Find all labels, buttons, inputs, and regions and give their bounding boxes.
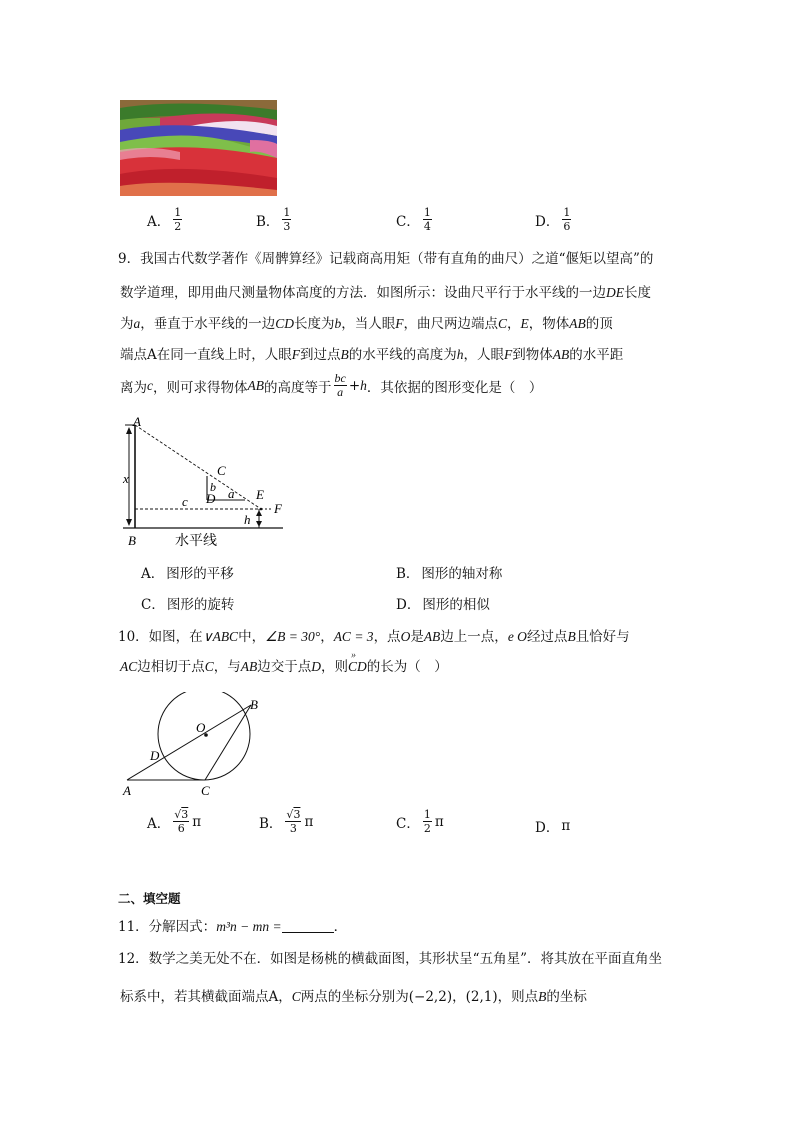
label-d: D bbox=[206, 491, 216, 506]
q8-option-b[interactable]: B． $\frac{1}{3}$ bbox=[256, 206, 291, 233]
q12-line-2: 标系中，若其横截面端点A，C两点的坐标分别为(−2,2)，(2,1)，则点B的坐标 bbox=[120, 989, 587, 1005]
label-c: C bbox=[201, 783, 210, 798]
q10-option-b[interactable]: B． $\frac{√3}{3}$ π bbox=[259, 808, 314, 835]
q9-option-b[interactable]: B． 图形的轴对称 bbox=[396, 566, 503, 582]
q10-figure bbox=[115, 692, 275, 802]
q9-line-5: 离为 c ，则可求得物体 AB 的高度等于 $\frac{bc}{a}$ + h ．其依据的图形变化是（ ） bbox=[120, 371, 543, 399]
fraction-bc-over-a: $\frac{bc}{a}$ bbox=[334, 371, 346, 399]
flower-garden-photo bbox=[120, 100, 277, 196]
q9-line-2: 数学道理，即用曲尺测量物体高度的方法．如图所示：设曲尺平行于水平线的一边DE长度 bbox=[120, 285, 651, 301]
arrow-up-icon bbox=[126, 427, 132, 434]
label-h: h bbox=[244, 512, 251, 527]
q10-line-2: AC边相切于点C，与AB边交于点D，则 » CD的长为（ ） bbox=[120, 650, 448, 675]
q9-line-3: 为a，垂直于水平线的一边CD长度为b，当人眼F，曲尺两边端点C，E，物体AB的顶 bbox=[120, 316, 613, 332]
fraction-sqrt3-over-3: $\frac{√3}{3}$ bbox=[286, 808, 301, 835]
q8-option-a[interactable]: A． $\frac{1}{2}$ bbox=[147, 206, 182, 233]
fraction-1-over-2: $\frac{1}{2}$ bbox=[423, 808, 431, 835]
label-c-point: C bbox=[217, 463, 226, 478]
q10-option-d[interactable]: D． π bbox=[535, 818, 571, 836]
fraction: $\frac{1}{6}$ bbox=[563, 206, 571, 233]
fraction: $\frac{1}{3}$ bbox=[283, 206, 291, 233]
q9-option-d[interactable]: D． 图形的相似 bbox=[396, 597, 490, 613]
q11-line: 11．分解因式：m³n − mn = ． bbox=[118, 919, 348, 935]
q12-line-1: 12．数学之美无处不在．如图是杨桃的横截面图，其形状呈“五角星”．将其放在平面直角坐 bbox=[118, 951, 662, 967]
label-b-length: b bbox=[210, 480, 216, 494]
section-title: 二、填空题 bbox=[118, 891, 181, 906]
fraction: $\frac{1}{2}$ bbox=[174, 206, 182, 233]
q10-line-1: 10．如图，在∨ABC中，∠B = 30°，AC = 3，点O是AB边上一点，e O经过点B且恰好与 bbox=[118, 629, 630, 645]
arrow-down-icon bbox=[126, 519, 132, 526]
label-horizontal: 水平线 bbox=[175, 533, 217, 549]
q8-option-d[interactable]: D． $\frac{1}{6}$ bbox=[535, 206, 571, 233]
q9-line-4: 端点A在同一直线上时，人眼F到过点B的水平线的高度为h，人眼F到物体AB的水平距 bbox=[120, 347, 624, 363]
q10-option-a[interactable]: A． $\frac{√3}{6}$ π bbox=[147, 808, 202, 835]
q10-option-c[interactable]: C． $\frac{1}{2}$ π bbox=[396, 808, 444, 835]
label-x: x bbox=[123, 471, 129, 486]
label-e: E bbox=[256, 487, 264, 502]
fraction-sqrt3-over-6: $\frac{√3}{6}$ bbox=[174, 808, 189, 835]
label-b: B bbox=[128, 533, 136, 548]
label-b: B bbox=[250, 697, 258, 712]
circle-o bbox=[158, 692, 250, 780]
segment-ab bbox=[127, 705, 251, 780]
q9-option-c[interactable]: C． 图形的旋转 bbox=[141, 597, 235, 613]
label-o: O bbox=[196, 720, 206, 735]
q9-line-1: 9．我国古代数学著作《周髀算经》记载商高用矩（带有直角的曲尺）之道“偃矩以望高”的 bbox=[118, 251, 654, 267]
answer-blank[interactable] bbox=[282, 920, 334, 933]
label-a: A bbox=[123, 783, 131, 798]
arrow-down-icon bbox=[256, 521, 262, 527]
segment-bc bbox=[205, 705, 251, 780]
sight-line bbox=[135, 425, 261, 509]
q8-option-c[interactable]: C． $\frac{1}{4}$ bbox=[396, 206, 431, 233]
label-f: F bbox=[274, 501, 282, 516]
arrow-up-icon bbox=[256, 510, 262, 516]
q9-option-a[interactable]: A． 图形的平移 bbox=[141, 566, 234, 582]
label-c-length: c bbox=[182, 494, 188, 509]
label-d: D bbox=[150, 748, 160, 763]
q9-figure bbox=[115, 413, 290, 553]
eye-point bbox=[260, 508, 263, 511]
fraction: $\frac{1}{4}$ bbox=[423, 206, 431, 233]
label-a: A bbox=[133, 414, 141, 429]
label-a-length: a bbox=[228, 486, 235, 501]
